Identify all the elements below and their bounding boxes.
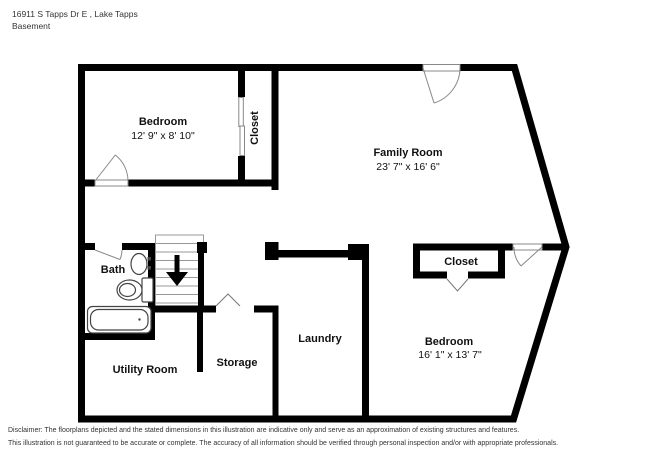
storage-door-chevron-icon	[216, 294, 240, 306]
room-label-closet-upper: Closet	[249, 111, 261, 145]
room-label-utility-room: Utility Room	[112, 364, 178, 376]
disclaimer-line-2: This illustration is not guaranteed to be accurate or complete. The accuracy of all information should be verified through personal inspection and/or with appropriate professionals.	[8, 439, 559, 447]
disclaimer-line-1: Disclaimer: The floorplans depicted and the stated dimensions in this illustration are indicative only and serve as an approximation of existing structures and features.	[8, 427, 520, 434]
bedroom-upper-door-swing-icon	[95, 155, 128, 186]
bath-door-swing-icon	[95, 250, 122, 260]
stairs-down-arrow-icon	[166, 255, 188, 286]
room-dims-bedroom-upper: 12' 9" x 8' 10"	[131, 130, 195, 142]
closet-lower-door-chevron-icon	[447, 279, 468, 291]
room-dims-bedroom-lower: 16' 1" x 13' 7"	[418, 349, 482, 361]
room-label-storage: Storage	[216, 357, 258, 369]
closet-upper-bifold-door-icon	[239, 98, 245, 156]
room-label-closet-lower: Closet	[444, 256, 478, 268]
room-dims-family-room: 23' 7" x 16' 6"	[376, 161, 440, 173]
bedroom-lower-door-swing-icon	[513, 244, 542, 266]
floor-line: Basement	[12, 21, 51, 31]
disclaimer	[8, 425, 648, 450]
room-label-bath: Bath	[100, 264, 126, 276]
address-line: 16911 S Tapps Dr E , Lake Tapps	[12, 9, 138, 19]
toilet-icon	[117, 278, 153, 302]
bathtub-icon	[88, 307, 152, 334]
room-label-family-room: Family Room	[373, 147, 443, 159]
room-label-bedroom-lower: Bedroom	[424, 336, 474, 348]
room-label-laundry: Laundry	[298, 333, 342, 345]
room-label-bedroom-upper: Bedroom	[138, 116, 188, 128]
family-room-door-swing-icon	[423, 65, 460, 104]
